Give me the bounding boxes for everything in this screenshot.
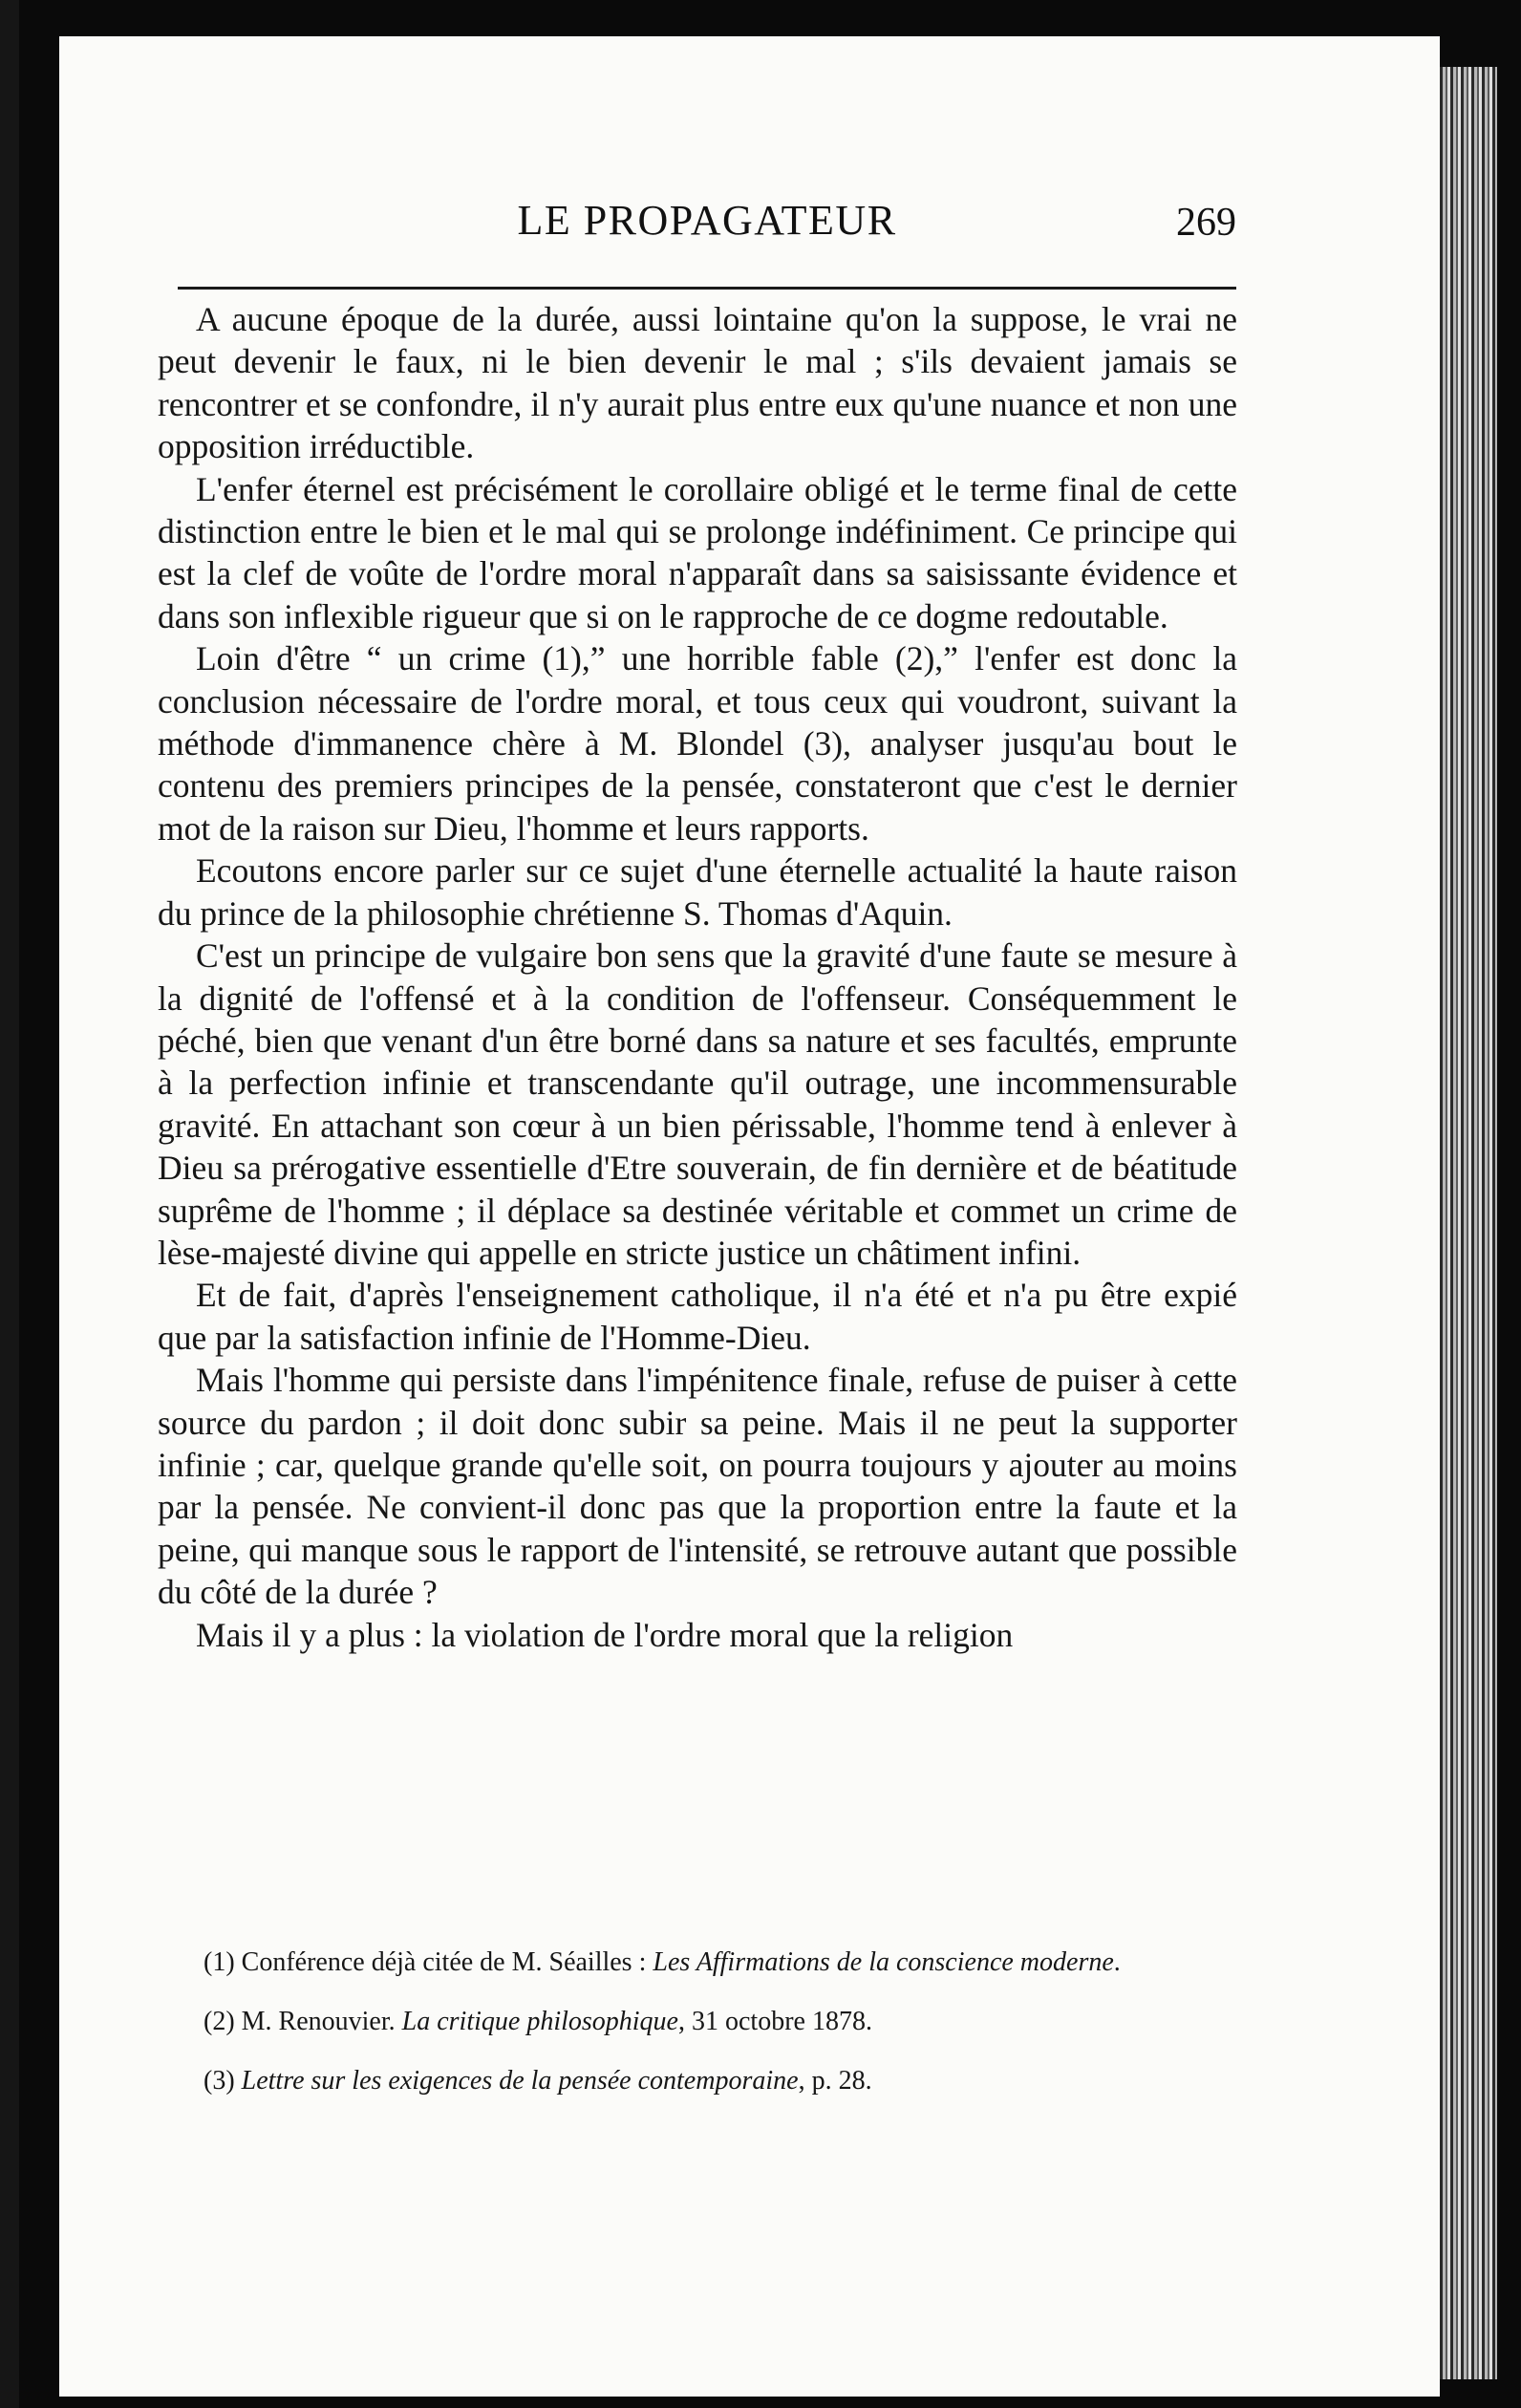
footnote-mark: (3) [204,2066,235,2096]
scan-left-border [0,0,19,2408]
paragraph: Et de fait, d'après l'enseignement catholique, il n'a été et n'a pu être expié que par la satisfaction infinie de l'Homme-Dieu. [158,1276,1237,1357]
footnote-3 [158,2062,1237,2100]
running-title: LE PROPAGATEUR [517,197,897,244]
footnote-work-title: La critique philosophique [401,2007,678,2036]
footnote-end: , p. 28. [798,2066,872,2096]
footnote-end: , 31 octobre 1878. [677,2007,872,2036]
header-rule [178,287,1236,290]
footnote-work-title: Les Affirmations de la conscience moderne [653,1947,1114,1977]
footnote-mark: (1) [204,1947,235,1977]
footnote-text: M. Renouvier. [241,2007,396,2036]
footnote-text: Conférence déjà citée de M. Séailles : [241,1947,647,1977]
footnote-1 [158,1944,1237,1982]
body-text [158,298,1237,1656]
page-number: 269 [1176,201,1236,245]
footnote-mark: (2) [204,2007,235,2036]
footnote-work-title: Lettre sur les exigences de la pensée contemporaine [241,2066,799,2096]
book-page-edges [1440,67,1497,2379]
paragraph: Ecoutons encore parler sur ce sujet d'une éternelle actualité la haute raison du prince de la philosophie chrétienne S. Thomas d'Aquin. [158,851,1237,933]
paragraph: Mais l'homme qui persiste dans l'impénitence finale, refuse de puiser à cette source du pardon ; il doit donc subir sa peine. Mais il ne peut la supporter infinie ; car, quelque grande qu'elle soit, on pourra toujours y ajouter au moins par la pensée. Ne convient-il donc pas que la proportion entre la faute et la peine, qui manque sous le rapport de l'intensité, se retrouve autant que possible du côté de la durée ? [158,1361,1237,1612]
paragraph: L'enfer éternel est précisément le corollaire obligé et le terme final de cette distinction entre le bien et le mal qui se prolonge indéfiniment. Ce principe qui est la clef de voûte de l'ordre moral n'apparaît dans sa saisissante évidence et dans son inflexible rigueur que si on le rapproche de ce dogme redoutable. [158,469,1237,635]
footnotes [158,1944,1237,2121]
footnote-2 [158,2003,1237,2041]
paragraph: A aucune époque de la durée, aussi lointaine qu'on la suppose, le vrai ne peut devenir le faux, ni le bien devenir le mal ; s'ils devaient jamais se rencontrer et se confondre, il n'y aurait plus entre eux qu'une nuance et non une opposition irréductible. [158,300,1237,466]
paragraph: C'est un principe de vulgaire bon sens que la gravité d'une faute se mesure à la dignité de l'offensé et à la condition de l'offenseur. Conséquemment le péché, bien que venant d'un être borné dans sa nature et ses facultés, emprunte à la perfection infinie et transcendante qu'il outrage, une incommensurable gravité. En attachant son cœur à un bien périssable, l'homme tend à enlever à Dieu sa prérogative essentielle d'Etre souverain, de fin dernière et de béatitude suprême de l'homme ; il déplace sa destinée véritable et commet un crime de lèse-majesté divine qui appelle en stricte justice un châtiment infini. [158,936,1237,1272]
footnote-end: . [1113,1947,1121,1977]
running-header [178,196,1236,263]
paragraph: Mais il y a plus : la violation de l'ordre moral que la religion [196,1615,1014,1654]
paragraph: Loin d'être “ un crime (1),” une horrible fable (2),” l'enfer est donc la conclusion nécessaire de l'ordre moral, et tous ceux qui voudront, suivant la méthode d'immanence chère à M. Blondel (3), analyser jusqu'au bout le contenu des premiers principes de la pensée, constateront que c'est le dernier mot de la raison sur Dieu, l'homme et leurs rapports. [158,639,1237,848]
